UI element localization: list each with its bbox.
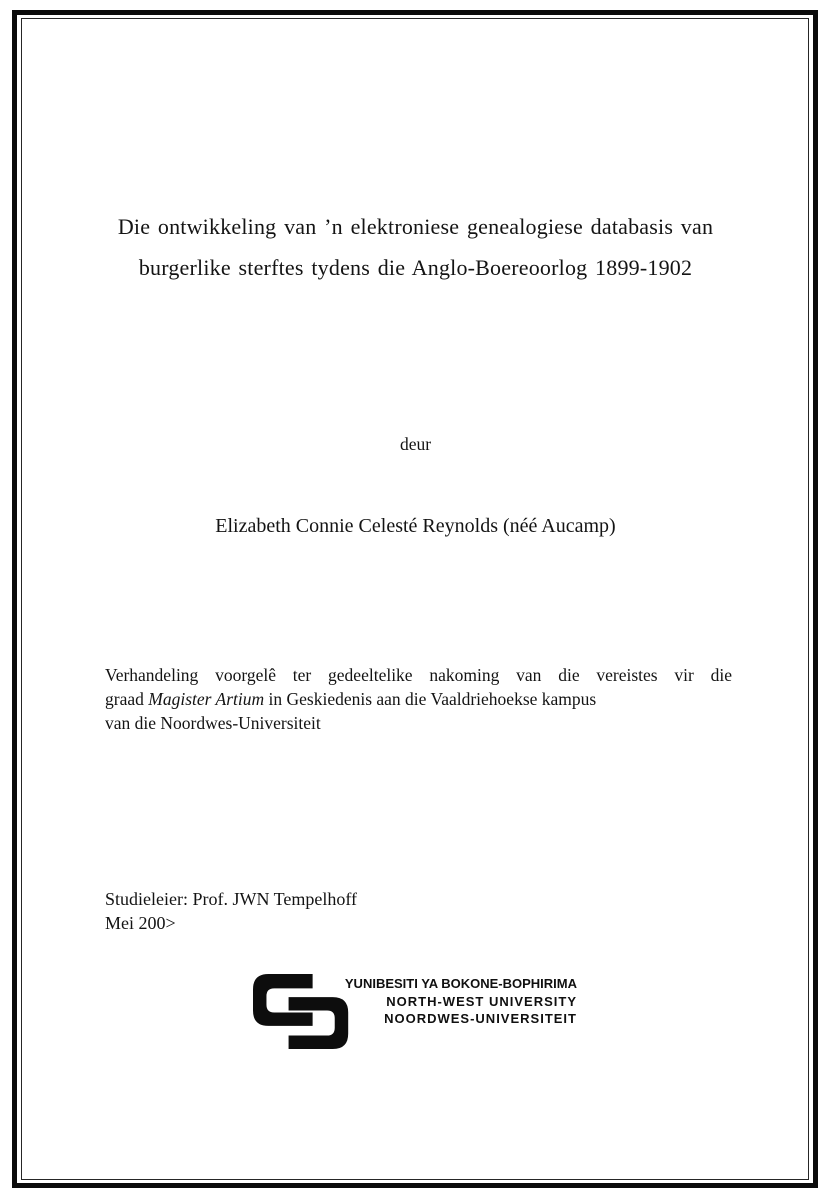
degree-statement-line1: Verhandeling voorgelê ter gedeeltelike nakoming van die vereistes vir die (105, 665, 732, 685)
university-logo-text (317, 975, 577, 1028)
author-name: Elizabeth Connie Celesté Reynolds (néé Aucamp) (215, 515, 616, 537)
degree-statement-line2-pre: graad (105, 689, 149, 709)
date-line: Mei 200> (105, 912, 176, 933)
thesis-title-line1: Die ontwikkeling van ’n elektroniese genealogiese databasis van (117, 214, 714, 239)
thesis-title-line2: burgerlike sterftes tydens die Anglo-Boereoorlog 1899-1902 (138, 254, 693, 280)
thesis-title (88, 207, 743, 288)
logo-text-setswana: YUNIBESITI YA BOKONE-BOPHIRIMA (344, 976, 577, 991)
degree-statement-line2-post: in Geskiedenis aan die Vaaldriehoekse kampus (264, 689, 597, 709)
byline-label: deur (399, 434, 432, 454)
supervisor-line: Studieleier: Prof. JWN Tempelhoff (105, 889, 358, 909)
logo-text-english: NORTH-WEST UNIVERSITY (386, 993, 577, 1009)
university-logo (253, 971, 598, 1056)
degree-statement-line2 (105, 687, 732, 711)
degree-statement-line3: van die Noordwes-Universiteit (105, 713, 321, 733)
logo-text-afrikaans: NOORDWES-UNIVERSITEIT (384, 1011, 577, 1026)
degree-name-italic: Magister Artium (148, 689, 265, 709)
supervisor-block (105, 888, 357, 935)
degree-statement (105, 663, 732, 735)
